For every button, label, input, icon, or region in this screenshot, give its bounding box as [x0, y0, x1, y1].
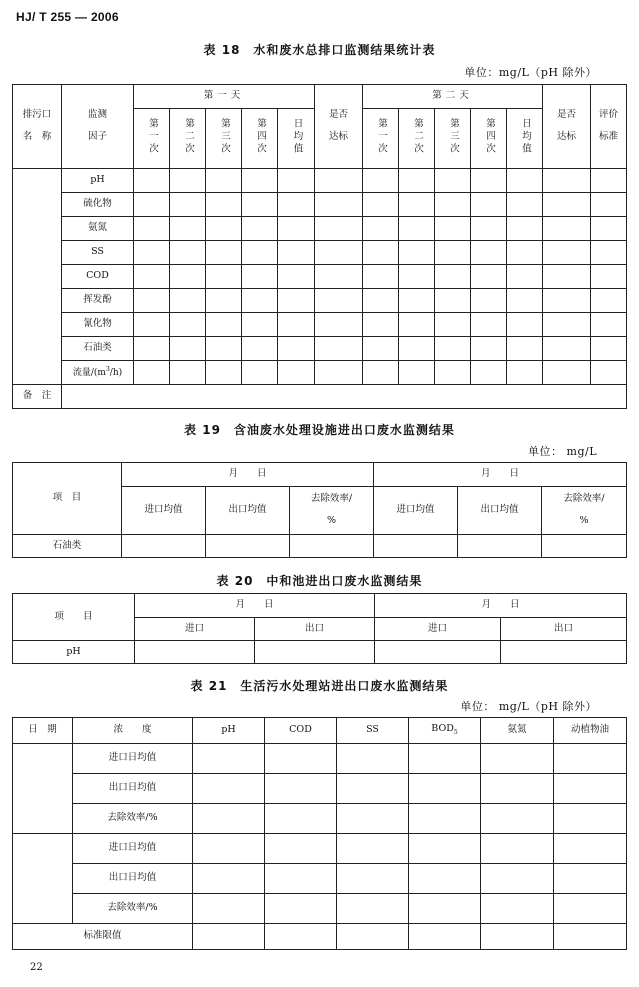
data-cell — [265, 894, 337, 924]
header-monitoring-factor: 监测 因子 — [62, 85, 134, 169]
data-cell — [399, 313, 435, 337]
date-cell — [13, 744, 73, 834]
ss-header: SS — [337, 718, 409, 744]
data-cell — [255, 641, 375, 664]
data-cell — [591, 217, 627, 241]
data-cell — [337, 864, 409, 894]
data-cell — [399, 265, 435, 289]
data-cell — [265, 924, 337, 950]
table-row — [13, 337, 627, 361]
data-cell — [206, 193, 242, 217]
date-header: 日 期 — [13, 718, 73, 744]
data-cell — [363, 361, 399, 385]
header-time-2: 第二次 — [399, 109, 435, 169]
data-cell — [315, 289, 363, 313]
data-cell — [278, 169, 315, 193]
data-cell — [62, 385, 627, 409]
data-cell — [554, 924, 627, 950]
row-label: 进口日均值 — [73, 744, 193, 774]
oil-header: 动植物油 — [554, 718, 627, 744]
data-cell — [471, 241, 507, 265]
row-label: pH — [13, 641, 135, 664]
data-cell — [242, 361, 278, 385]
header-time-3: 第三次 — [206, 109, 242, 169]
data-cell — [543, 217, 591, 241]
row-label: 去除效率/% — [73, 894, 193, 924]
data-cell — [543, 361, 591, 385]
data-cell — [507, 313, 543, 337]
data-cell — [363, 217, 399, 241]
header-time-1: 第一次 — [134, 109, 170, 169]
data-cell — [363, 289, 399, 313]
data-cell — [591, 337, 627, 361]
header-time-4: 第四次 — [471, 109, 507, 169]
data-cell — [435, 217, 471, 241]
data-cell — [543, 265, 591, 289]
data-cell — [193, 774, 265, 804]
data-cell — [409, 804, 481, 834]
data-cell — [134, 361, 170, 385]
data-cell — [399, 217, 435, 241]
data-cell — [315, 169, 363, 193]
remark-row — [13, 385, 627, 409]
data-cell — [471, 265, 507, 289]
table-row — [13, 804, 627, 834]
data-cell — [134, 265, 170, 289]
outlet-mean-header: 出口均值 — [206, 487, 290, 535]
date-header-2: 月 日 — [375, 594, 627, 618]
data-cell — [242, 169, 278, 193]
data-cell — [471, 313, 507, 337]
item-header: 项 目 — [13, 463, 122, 535]
header-time-2: 第二次 — [170, 109, 206, 169]
factor-label: 挥发酚 — [62, 289, 134, 313]
data-cell — [507, 241, 543, 265]
remark-label: 备 注 — [13, 385, 62, 409]
inlet-header: 进口 — [135, 618, 255, 641]
standard-header: HJ/ T 255 — 2006 — [16, 10, 119, 24]
table-row — [13, 834, 627, 864]
data-cell — [471, 217, 507, 241]
table19-unit: 单位： mg/L — [528, 445, 597, 458]
data-cell — [471, 361, 507, 385]
data-cell — [542, 535, 627, 558]
data-cell — [591, 313, 627, 337]
table-row — [13, 535, 627, 558]
header-day1: 第一天 — [134, 85, 315, 109]
outlet-header: 出口 — [501, 618, 627, 641]
data-cell — [315, 361, 363, 385]
data-cell — [409, 924, 481, 950]
data-cell — [591, 193, 627, 217]
data-cell — [363, 169, 399, 193]
data-cell — [242, 217, 278, 241]
data-cell — [435, 337, 471, 361]
data-cell — [554, 864, 627, 894]
data-cell — [278, 289, 315, 313]
bod5-header: $BOD_5$ — [409, 718, 481, 744]
header-time-3: 第三次 — [435, 109, 471, 169]
data-cell — [193, 744, 265, 774]
data-cell — [471, 337, 507, 361]
data-cell — [170, 169, 206, 193]
date-header-1: 月 日 — [135, 594, 375, 618]
data-cell — [278, 337, 315, 361]
data-cell — [315, 313, 363, 337]
table21-unit: 单位： mg/L（pH 除外） — [460, 700, 597, 713]
item-header: 项 目 — [13, 594, 135, 641]
table-row — [13, 313, 627, 337]
data-cell — [242, 313, 278, 337]
factor-label: SS — [62, 241, 134, 265]
data-cell — [170, 217, 206, 241]
data-cell — [399, 289, 435, 313]
inlet-mean-header: 进口均值 — [122, 487, 206, 535]
data-cell — [206, 265, 242, 289]
table18 — [12, 84, 627, 409]
data-cell — [543, 313, 591, 337]
data-cell — [170, 193, 206, 217]
data-cell — [206, 169, 242, 193]
data-cell — [399, 241, 435, 265]
factor-label: 硫化物 — [62, 193, 134, 217]
data-cell — [591, 361, 627, 385]
data-cell — [374, 535, 458, 558]
data-cell — [193, 834, 265, 864]
row-label: 出口日均值 — [73, 774, 193, 804]
table-row — [13, 361, 627, 385]
data-cell — [337, 804, 409, 834]
data-cell — [481, 864, 554, 894]
data-cell — [206, 241, 242, 265]
concentration-header: 浓 度 — [73, 718, 193, 744]
data-cell — [242, 241, 278, 265]
data-cell — [471, 193, 507, 217]
data-cell — [409, 864, 481, 894]
table19 — [12, 462, 627, 558]
data-cell — [399, 337, 435, 361]
data-cell — [543, 241, 591, 265]
data-cell — [435, 289, 471, 313]
data-cell — [170, 337, 206, 361]
data-cell — [134, 169, 170, 193]
data-cell — [278, 313, 315, 337]
table-row — [13, 265, 627, 289]
data-cell — [170, 289, 206, 313]
data-cell — [554, 804, 627, 834]
data-cell — [471, 289, 507, 313]
removal-efficiency-header: 去除效率/ % — [290, 487, 374, 535]
data-cell — [481, 744, 554, 774]
table-row — [13, 289, 627, 313]
data-cell — [134, 313, 170, 337]
data-cell — [337, 744, 409, 774]
data-cell — [337, 834, 409, 864]
data-cell — [315, 337, 363, 361]
data-cell — [409, 834, 481, 864]
header-daily-mean: 日均值 — [507, 109, 543, 169]
data-cell — [315, 241, 363, 265]
table-row — [13, 894, 627, 924]
data-cell — [409, 894, 481, 924]
table-row — [13, 241, 627, 265]
row-label: 出口日均值 — [73, 864, 193, 894]
data-cell — [435, 169, 471, 193]
data-cell — [591, 241, 627, 265]
header-compliance-2: 是否 达标 — [543, 85, 591, 169]
outlet-mean-header: 出口均值 — [458, 487, 542, 535]
data-cell — [193, 894, 265, 924]
data-cell — [481, 924, 554, 950]
data-cell — [554, 744, 627, 774]
data-cell — [507, 337, 543, 361]
data-cell — [435, 313, 471, 337]
data-cell — [170, 265, 206, 289]
data-cell — [363, 193, 399, 217]
header-time-4: 第四次 — [242, 109, 278, 169]
data-cell — [206, 313, 242, 337]
data-cell — [435, 361, 471, 385]
row-label: 去除效率/% — [73, 804, 193, 834]
data-cell — [591, 265, 627, 289]
header-daily-mean: 日均值 — [278, 109, 315, 169]
data-cell — [242, 265, 278, 289]
data-cell — [242, 337, 278, 361]
table-row — [13, 641, 627, 664]
data-cell — [206, 337, 242, 361]
data-cell — [435, 193, 471, 217]
data-cell — [315, 265, 363, 289]
data-cell — [543, 169, 591, 193]
data-cell — [134, 289, 170, 313]
data-cell — [134, 217, 170, 241]
cod-header: COD — [265, 718, 337, 744]
table-row — [13, 193, 627, 217]
data-cell — [206, 535, 290, 558]
data-cell — [265, 864, 337, 894]
data-cell — [481, 894, 554, 924]
limit-row — [13, 924, 627, 950]
data-cell — [435, 241, 471, 265]
table-row — [13, 774, 627, 804]
data-cell — [170, 313, 206, 337]
ph-header: pH — [193, 718, 265, 744]
data-cell — [193, 804, 265, 834]
data-cell — [278, 217, 315, 241]
data-cell — [507, 217, 543, 241]
table19-title: 表 19 含油废水处理设施进出口废水监测结果 — [184, 423, 455, 437]
ammonia-header: 氨氮 — [481, 718, 554, 744]
data-cell — [543, 193, 591, 217]
factor-label-flow: 流量$/(m^3/h)$ — [62, 361, 134, 385]
header-outlet-name: 排污口 名 称 — [13, 85, 62, 169]
data-cell — [265, 744, 337, 774]
data-cell — [337, 894, 409, 924]
data-cell — [265, 774, 337, 804]
data-cell — [278, 361, 315, 385]
data-cell — [337, 774, 409, 804]
data-cell — [315, 217, 363, 241]
table20 — [12, 593, 627, 664]
data-cell — [206, 289, 242, 313]
header-compliance-1: 是否 达标 — [315, 85, 363, 169]
outlet-header: 出口 — [255, 618, 375, 641]
data-cell — [435, 265, 471, 289]
factor-label: 氰化物 — [62, 313, 134, 337]
data-cell — [337, 924, 409, 950]
data-cell — [193, 924, 265, 950]
data-cell — [591, 289, 627, 313]
inlet-mean-header: 进口均值 — [374, 487, 458, 535]
data-cell — [134, 241, 170, 265]
data-cell — [471, 169, 507, 193]
table18-unit: 单位：mg/L（pH 除外） — [464, 66, 597, 79]
data-cell — [206, 217, 242, 241]
table-row — [13, 864, 627, 894]
data-cell — [363, 265, 399, 289]
page-number: 22 — [30, 962, 43, 973]
data-cell — [554, 774, 627, 804]
date-header-2: 月 日 — [374, 463, 627, 487]
data-cell — [170, 241, 206, 265]
data-cell — [278, 265, 315, 289]
data-cell — [265, 834, 337, 864]
table20-title: 表 20 中和池进出口废水监测结果 — [216, 574, 423, 588]
header-standard: 评价 标准 — [591, 85, 627, 169]
date-cell — [13, 834, 73, 924]
data-cell — [507, 193, 543, 217]
factor-label: pH — [62, 169, 134, 193]
data-cell — [543, 337, 591, 361]
data-cell — [507, 265, 543, 289]
inlet-header: 进口 — [375, 618, 501, 641]
data-cell — [591, 169, 627, 193]
data-cell — [554, 834, 627, 864]
data-cell — [278, 241, 315, 265]
data-cell — [501, 641, 627, 664]
data-cell — [134, 193, 170, 217]
data-cell — [481, 774, 554, 804]
data-cell — [134, 337, 170, 361]
row-label: 石油类 — [13, 535, 122, 558]
data-cell — [481, 804, 554, 834]
table18-title: 表 18 水和废水总排口监测结果统计表 — [203, 43, 436, 57]
data-cell — [399, 169, 435, 193]
outlet-name-cell — [13, 169, 62, 385]
data-cell — [242, 193, 278, 217]
data-cell — [481, 834, 554, 864]
data-cell — [458, 535, 542, 558]
data-cell — [278, 193, 315, 217]
removal-efficiency-header: 去除效率/ % — [542, 487, 627, 535]
table-row — [13, 744, 627, 774]
date-header-1: 月 日 — [122, 463, 374, 487]
data-cell — [242, 289, 278, 313]
data-cell — [363, 337, 399, 361]
data-cell — [170, 361, 206, 385]
data-cell — [265, 804, 337, 834]
data-cell — [363, 313, 399, 337]
data-cell — [507, 169, 543, 193]
table-row — [13, 217, 627, 241]
data-cell — [315, 193, 363, 217]
data-cell — [135, 641, 255, 664]
data-cell — [363, 241, 399, 265]
data-cell — [206, 361, 242, 385]
data-cell — [554, 894, 627, 924]
header-time-1: 第一次 — [363, 109, 399, 169]
header-day2: 第二天 — [363, 85, 543, 109]
data-cell — [399, 193, 435, 217]
data-cell — [543, 289, 591, 313]
data-cell — [399, 361, 435, 385]
factor-label: 氨氮 — [62, 217, 134, 241]
data-cell — [409, 744, 481, 774]
data-cell — [290, 535, 374, 558]
data-cell — [375, 641, 501, 664]
data-cell — [507, 289, 543, 313]
row-label: 进口日均值 — [73, 834, 193, 864]
data-cell — [122, 535, 206, 558]
table-row — [13, 169, 627, 193]
table21-title: 表 21 生活污水处理站进出口废水监测结果 — [190, 679, 449, 693]
limit-label: 标准限值 — [13, 924, 193, 950]
table21 — [12, 717, 627, 950]
factor-label: 石油类 — [62, 337, 134, 361]
data-cell — [193, 864, 265, 894]
data-cell — [507, 361, 543, 385]
data-cell — [409, 774, 481, 804]
factor-label: COD — [62, 265, 134, 289]
